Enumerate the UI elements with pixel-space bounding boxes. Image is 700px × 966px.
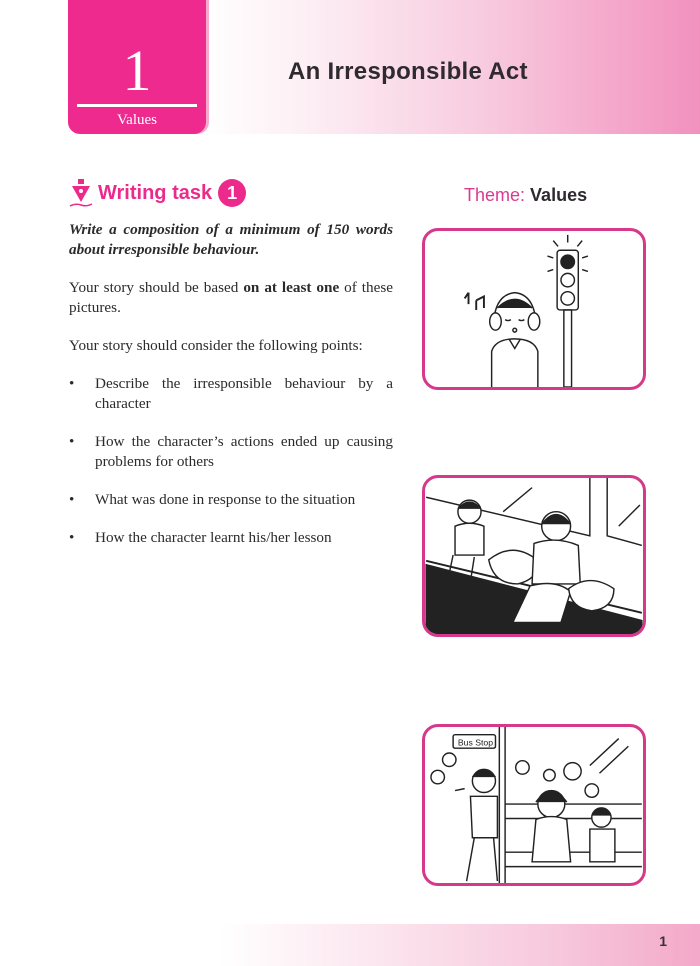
points-intro: Your story should consider the following points: — [69, 337, 363, 354]
bullet-icon: • — [69, 529, 75, 546]
chapter-tab — [68, 0, 206, 134]
task-heading — [68, 178, 246, 208]
traffic-light-illustration — [425, 231, 643, 387]
chapter-divider — [77, 104, 197, 107]
chapter-number: 1 — [122, 38, 152, 103]
basis-text — [69, 278, 393, 318]
pen-nib-icon — [68, 178, 94, 208]
theme-value: Values — [530, 185, 588, 205]
chapter-label: Values — [117, 112, 157, 128]
bullet-icon: • — [69, 433, 75, 450]
bullet-icon: • — [69, 491, 75, 508]
train-seats-illustration — [425, 478, 643, 634]
points-list — [69, 374, 393, 548]
task-heading-label: Writing task — [98, 181, 213, 204]
theme-label: Theme: — [464, 185, 526, 205]
page-number: 1 — [659, 933, 667, 949]
point-text: How the character learnt his/her lesson — [95, 529, 332, 546]
basis-prefix: Your story should be based — [69, 279, 244, 296]
list-item — [69, 528, 393, 548]
task-content — [69, 220, 393, 566]
picture-train-seats — [422, 475, 646, 637]
bus-stop-sign: Bus Stop — [457, 737, 494, 748]
point-text: How the character’s actions ended up causing problems for others — [95, 433, 393, 470]
task-number-badge: 1 — [218, 179, 246, 207]
theme — [464, 185, 587, 206]
footer-band — [220, 924, 700, 966]
picture-traffic-light — [422, 228, 646, 390]
instruction-text: Write a composition of a minimum of 150 words about irresponsible behaviour. — [69, 221, 393, 258]
bullet-icon: • — [69, 375, 75, 392]
list-item — [69, 490, 393, 510]
list-item — [69, 432, 393, 472]
page-title: An Irresponsible Act — [288, 58, 528, 85]
basis-suffix: of these pictures. — [69, 279, 393, 316]
list-item — [69, 374, 393, 414]
basis-bold: on at least one — [243, 279, 340, 296]
point-text: What was done in response to the situation — [95, 491, 356, 508]
picture-bus-stop — [422, 724, 646, 886]
point-text: Describe the irresponsible behaviour by a character — [95, 375, 393, 412]
bus-stop-illustration — [425, 727, 643, 883]
